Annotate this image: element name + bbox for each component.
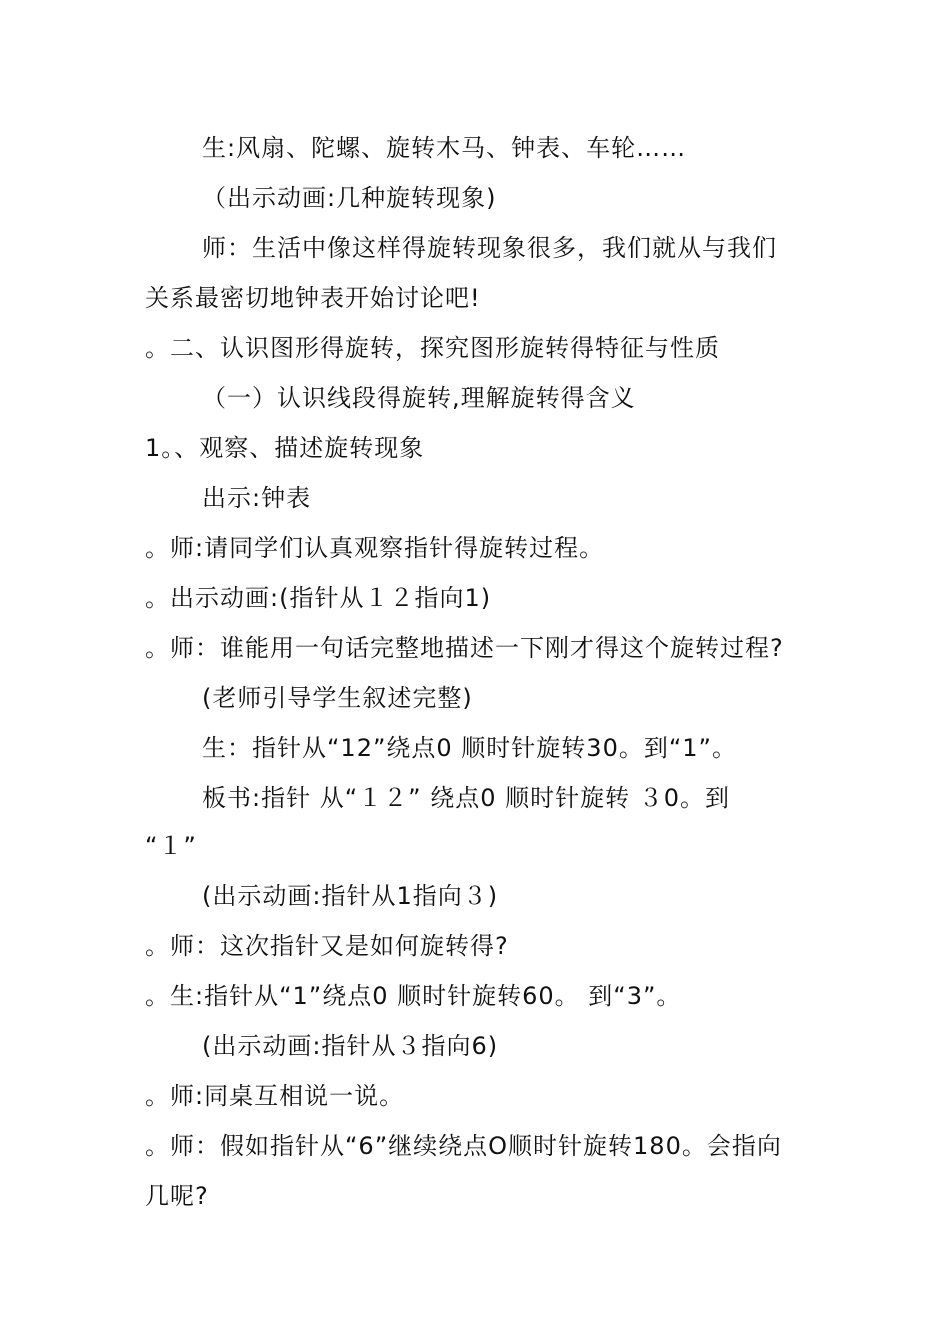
text-line: 几呢? (145, 1182, 209, 1210)
subsection-heading: （一）认识线段得旋转,理解旋转得含义 (202, 384, 636, 412)
text-line: 。出示动画:(指针从１２指向1) (145, 584, 492, 612)
text-line: 。师：谁能用一句话完整地描述一下刚才得这个旋转过程? (145, 634, 784, 662)
text-line: 。生:指针从“1”绕点0 顺时针旋转60。 到“3”。 (145, 982, 682, 1010)
text-line: 。师:请同学们认真观察指针得旋转过程。 (145, 534, 605, 562)
text-line: 出示:钟表 (202, 484, 312, 512)
text-line: (出示动画:指针从1指向３) (202, 882, 499, 910)
text-line: （出示动画:几种旋转现象) (202, 184, 497, 212)
text-line: 生:风扇、陀螺、旋转木马、钟表、车轮…… (202, 134, 687, 162)
text-line: 。师：这次指针又是如何旋转得? (145, 932, 509, 960)
text-line: 。师:同桌互相说一说。 (145, 1082, 405, 1110)
section-heading: 。二、认识图形得旋转，探究图形旋转得特征与性质 (145, 334, 720, 362)
text-line: 。师：假如指针从“6”继续绕点O顺时针旋转180。会指向 (145, 1132, 782, 1160)
text-line: 关系最密切地钟表开始讨论吧! (145, 284, 481, 312)
text-line: “１” (145, 832, 197, 860)
text-line: 生：指针从“12”绕点0 顺时针旋转30。到“1”。 (202, 734, 737, 762)
text-line: 师：生活中像这样得旋转现象很多，我们就从与我们 (202, 234, 777, 262)
text-line: (老师引导学生叙述完整) (202, 684, 473, 712)
subsection-heading: 1。、观察、描述旋转现象 (145, 434, 425, 462)
text-line: 板书:指针 从“１２” 绕点0 顺时针旋转 ３0。到 (202, 784, 731, 812)
text-line: (出示动画:指针从３指向6) (202, 1032, 499, 1060)
